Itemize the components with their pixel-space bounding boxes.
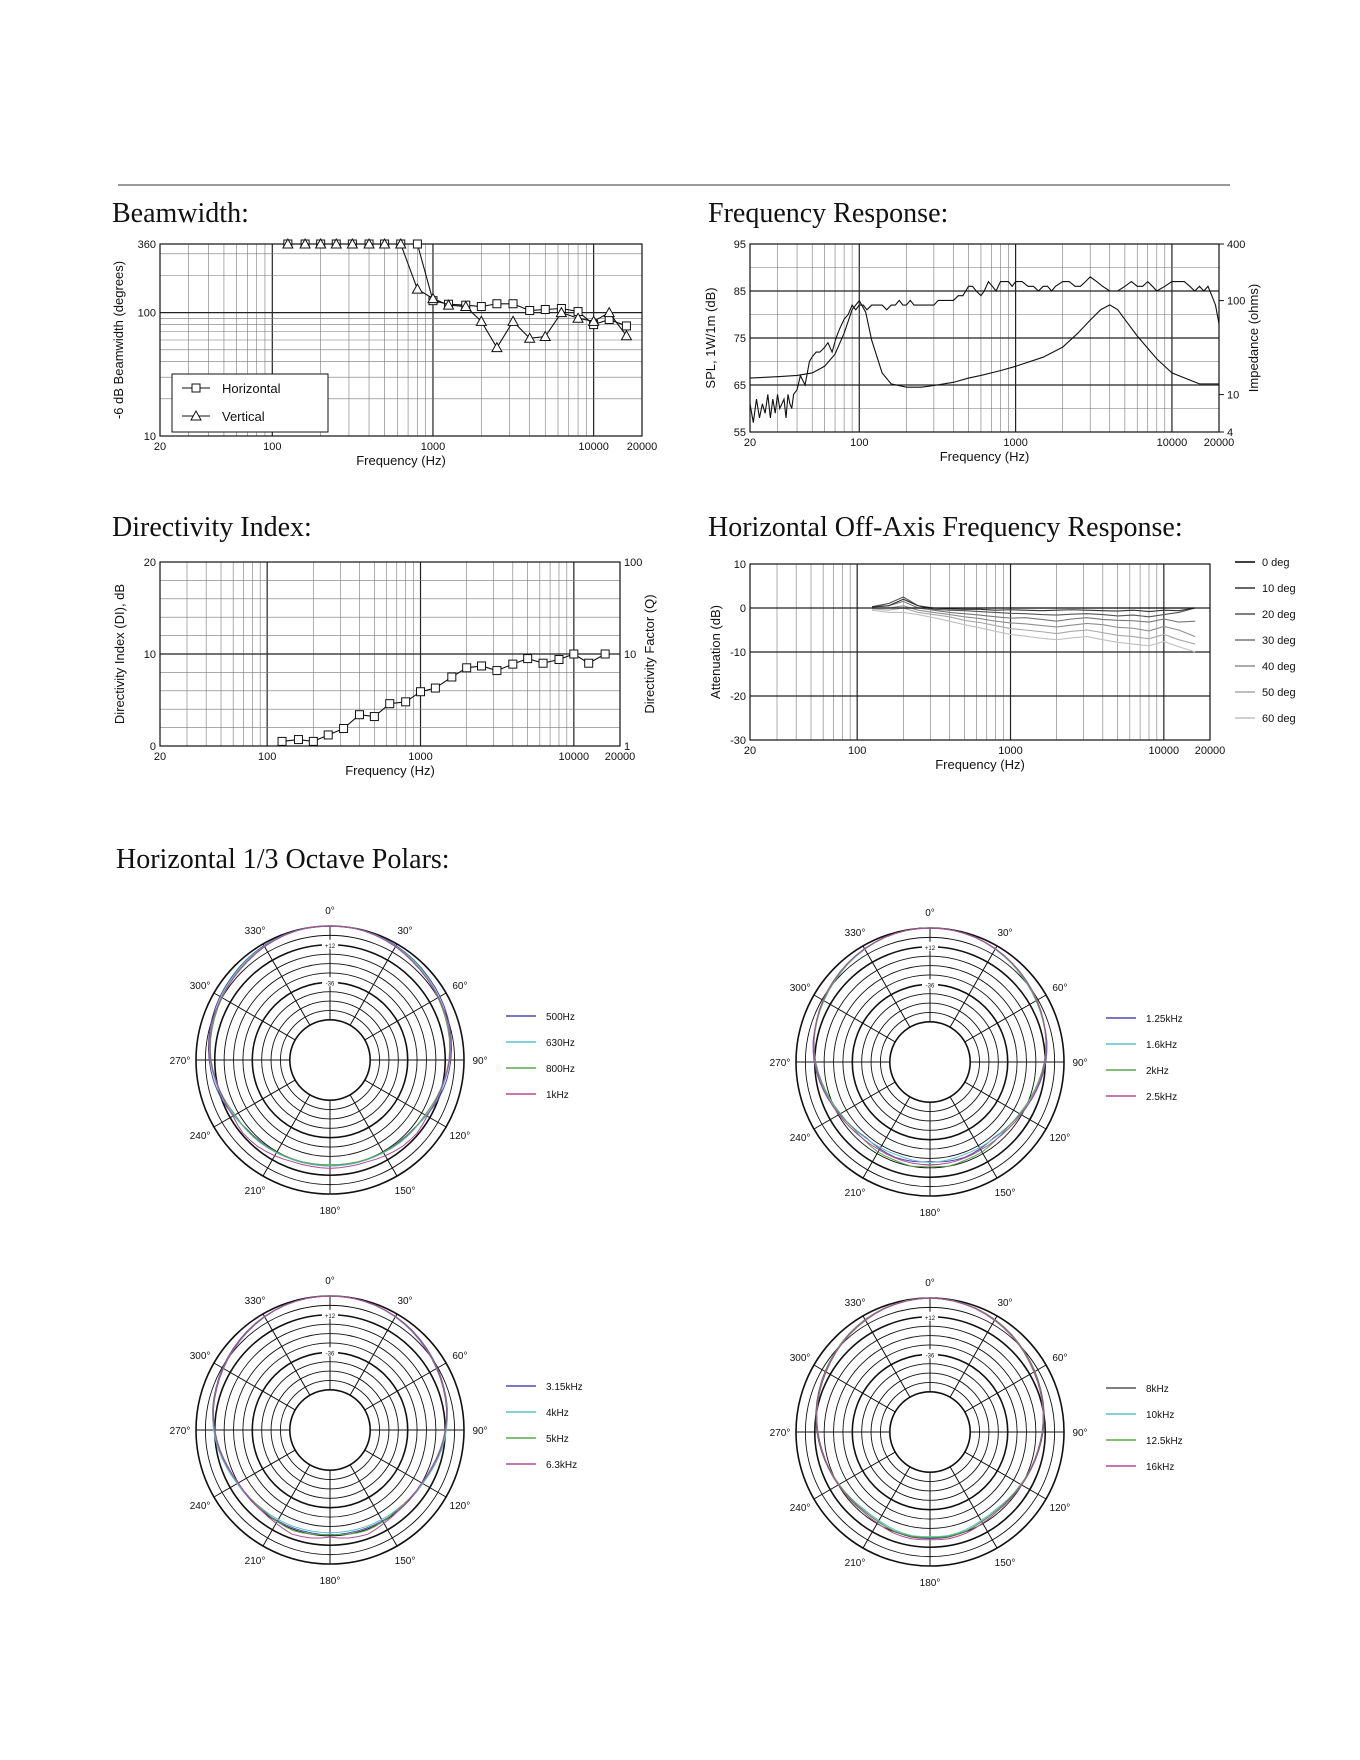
polar-angle-label: 60° [1052, 1353, 1068, 1364]
polar-angle-label: 180° [319, 1206, 341, 1217]
polar-ring-label: +12 [324, 1313, 336, 1320]
polar-legend-label: 12.5kHz [1146, 1436, 1183, 1447]
polar-angle-label: 120° [1049, 1503, 1071, 1514]
square-marker [555, 656, 563, 664]
polar-legend-label: 2.5kHz [1146, 1092, 1178, 1103]
polar-legend-label: 800Hz [546, 1064, 575, 1075]
x-tick-label: 10000 [1148, 745, 1180, 757]
y-tick-label: 20 [143, 557, 156, 569]
x-axis-label: Frequency (Hz) [939, 449, 1030, 464]
polar-angle-label: 180° [919, 1578, 941, 1589]
polar-ring-label: -36 [325, 981, 335, 988]
polar-angle-label: 60° [452, 1351, 468, 1362]
y-tick-label: 95 [733, 239, 746, 251]
beamwidth-title: Beamwidth: [112, 198, 249, 229]
square-marker [541, 306, 549, 314]
square-marker [570, 650, 578, 658]
y-axis-label: SPL, 1W/1m (dB) [703, 287, 718, 389]
legend-label-horizontal: Horizontal [222, 381, 281, 396]
x-tick-label: 20 [153, 751, 167, 763]
y-right-tick-label: 4 [1227, 427, 1234, 439]
x-tick-label: 20000 [626, 441, 658, 453]
square-marker [622, 322, 630, 330]
square-marker [431, 684, 439, 692]
polar-angle-label: 150° [994, 1557, 1016, 1569]
legend-square-marker [192, 384, 200, 392]
square-marker [463, 664, 471, 672]
x-tick-label: 1000 [408, 751, 433, 763]
polar-ring [290, 1390, 370, 1470]
x-tick-label: 100 [263, 441, 282, 453]
square-marker [539, 659, 547, 667]
polar-ring [890, 1392, 970, 1472]
y-right-tick-label: 10 [1227, 389, 1240, 402]
polar-angle-label: 180° [919, 1208, 941, 1219]
polar-ring [290, 1020, 370, 1100]
y-tick-label: 0 [739, 603, 746, 615]
x-tick-label: 100 [257, 751, 277, 763]
polar-angle-label: 210° [844, 1557, 866, 1569]
y-tick-label: -30 [730, 735, 746, 747]
x-axis-label: Frequency (Hz) [356, 453, 446, 468]
polar-angle-label: 180° [319, 1576, 341, 1587]
y-tick-label: 10 [143, 431, 156, 443]
polar-angle-label: 90° [1072, 1058, 1088, 1069]
polar-angle-label: 0° [925, 908, 935, 919]
polar-angle-label: 300° [789, 983, 811, 994]
square-marker [493, 300, 501, 308]
directivity-title: Directivity Index: [112, 512, 312, 543]
y-right-tick-label: 100 [1227, 295, 1246, 308]
square-marker [478, 662, 486, 670]
polar-legend-label: 10kHz [1146, 1410, 1175, 1421]
polar-legend-label: 5kHz [546, 1434, 569, 1445]
polar-angle-label: 330° [844, 928, 866, 940]
polar-angle-label: 0° [325, 1276, 335, 1287]
y-tick-label: 100 [137, 307, 156, 320]
square-marker [417, 688, 425, 696]
polars-chart [0, 880, 1360, 1620]
polar-angle-label: 90° [472, 1426, 488, 1437]
y-right-tick-label: 1 [624, 741, 631, 753]
legend-label-60-deg: 60 deg [1262, 713, 1296, 725]
legend-label-30-deg: 30 deg [1262, 635, 1296, 647]
square-marker [601, 650, 609, 658]
x-tick-label: 20000 [1203, 437, 1235, 449]
square-marker [413, 240, 421, 248]
square-marker [524, 655, 532, 663]
y-right-tick-label: 400 [1227, 239, 1246, 251]
x-axis-label: Frequency (Hz) [345, 763, 435, 778]
square-marker [340, 725, 348, 733]
y-tick-label: 75 [733, 333, 746, 345]
offaxis-chart [680, 490, 1360, 800]
y-axis-label: Directivity Index (DI), dB [112, 583, 127, 725]
polars-title: Horizontal 1/3 Octave Polars: [116, 844, 450, 875]
y-axis-label: -6 dB Beamwidth (degrees) [111, 260, 126, 420]
polar-ring-label: -36 [325, 1351, 335, 1358]
polar-angle-label: 240° [789, 1503, 811, 1514]
legend-label-20-deg: 20 deg [1262, 609, 1296, 621]
polar-angle-label: 60° [452, 981, 468, 992]
square-marker [386, 700, 394, 708]
polar-angle-label: 0° [925, 1278, 935, 1289]
square-marker [402, 698, 410, 706]
polar-angle-label: 330° [844, 1298, 866, 1310]
series-line-impedance [750, 301, 1219, 388]
y-tick-label: 85 [733, 286, 746, 298]
polar-legend-label: 500Hz [546, 1012, 575, 1023]
polar-ring-label: +12 [924, 1315, 936, 1322]
square-marker [509, 300, 517, 308]
polar-ring-label: -36 [925, 983, 935, 990]
x-tick-label: 1000 [420, 441, 446, 453]
triangle-marker [540, 332, 550, 341]
legend-label-10-deg: 10 deg [1262, 583, 1296, 595]
x-tick-label: 100 [847, 745, 867, 757]
square-marker [448, 673, 456, 681]
x-tick-label: 10000 [558, 751, 590, 763]
polar-ring [880, 1012, 979, 1111]
polar-legend-label: 1.6kHz [1146, 1040, 1178, 1051]
polar-angle-label: 210° [244, 1555, 266, 1567]
polar-angle-label: 270° [169, 1056, 191, 1067]
polar-angle-label: 270° [769, 1428, 791, 1439]
square-marker [294, 736, 302, 744]
polar-legend-label: 630Hz [546, 1038, 575, 1049]
directivity-chart [0, 490, 680, 800]
polar-angle-label: 330° [244, 1296, 266, 1308]
x-tick-label: 1000 [1003, 437, 1028, 449]
x-tick-label: 10000 [578, 441, 609, 453]
polar-legend-label: 2kHz [1146, 1066, 1169, 1077]
offaxis-title: Horizontal Off-Axis Frequency Response: [708, 512, 1183, 543]
square-marker [309, 737, 317, 745]
y-right-tick-label: 100 [624, 557, 643, 569]
x-tick-label: 100 [850, 437, 869, 449]
polar-angle-label: 270° [769, 1058, 791, 1069]
polar-ring-label: +12 [324, 943, 336, 950]
frequency-response-title: Frequency Response: [708, 198, 949, 229]
polar-angle-label: 270° [169, 1426, 191, 1437]
square-marker [370, 713, 378, 721]
polar-angle-label: 30° [997, 928, 1013, 940]
y-tick-label: 55 [733, 427, 746, 439]
polar-angle-label: 150° [994, 1187, 1016, 1199]
beamwidth-chart [0, 0, 680, 490]
square-marker [278, 737, 286, 745]
triangle-marker [621, 331, 631, 340]
polar-legend-label: 1.25kHz [1146, 1014, 1183, 1025]
polar-ring [890, 1022, 970, 1102]
x-tick-label: 20000 [1194, 745, 1226, 757]
y-tick-label: 360 [137, 239, 156, 251]
polar-angle-label: 210° [844, 1187, 866, 1199]
x-tick-label: 20 [743, 745, 757, 757]
triangle-marker [492, 343, 502, 352]
polar-angle-label: 0° [325, 906, 335, 917]
y-tick-label: -10 [730, 647, 746, 659]
polar-legend-label: 4kHz [546, 1408, 569, 1419]
polar-angle-label: 30° [997, 1298, 1013, 1310]
polar-ring-label: +12 [924, 945, 936, 952]
polar-angle-label: 150° [394, 1555, 416, 1567]
polar-angle-label: 240° [789, 1133, 811, 1144]
polar-angle-label: 30° [397, 1296, 413, 1308]
square-marker [509, 660, 517, 668]
polar-angle-label: 90° [1072, 1428, 1088, 1439]
legend-label-40-deg: 40 deg [1262, 661, 1296, 673]
square-marker [324, 731, 332, 739]
y-right-axis-label: Impedance (ohms) [1246, 283, 1261, 393]
x-tick-label: 20 [743, 437, 757, 449]
x-tick-label: 20 [153, 441, 167, 453]
series-line-di [282, 654, 605, 741]
polar-angle-label: 120° [449, 1501, 471, 1512]
polar-ring-label: -36 [925, 1353, 935, 1360]
y-tick-label: 10 [143, 649, 156, 661]
y-tick-label: 10 [733, 559, 746, 571]
polar-ring [880, 1382, 979, 1481]
polar-angle-label: 330° [244, 926, 266, 938]
y-right-axis-label: Directivity Factor (Q) [642, 594, 657, 714]
polar-angle-label: 300° [189, 1351, 211, 1362]
x-tick-label: 20000 [604, 751, 636, 763]
polar-legend-label: 1kHz [546, 1090, 569, 1101]
polar-angle-label: 150° [394, 1185, 416, 1197]
polar-angle-label: 90° [472, 1056, 488, 1067]
y-axis-label: Attenuation (dB) [708, 605, 723, 699]
polar-ring [280, 1010, 379, 1109]
y-tick-label: 65 [733, 380, 746, 392]
square-marker [526, 307, 534, 315]
polar-legend-label: 3.15kHz [546, 1382, 583, 1393]
y-tick-label: 0 [149, 741, 156, 753]
series-line-vertical [288, 244, 627, 348]
frequency-response-chart [680, 0, 1360, 490]
legend-label-0-deg: 0 deg [1262, 557, 1290, 569]
polar-angle-label: 60° [1052, 983, 1068, 994]
x-tick-label: 1000 [998, 745, 1023, 757]
polar-angle-label: 300° [789, 1353, 811, 1364]
y-tick-label: -20 [730, 691, 746, 703]
polar-angle-label: 120° [1049, 1133, 1071, 1144]
series-line-10-deg [872, 599, 1195, 611]
polar-legend-label: 8kHz [1146, 1384, 1169, 1395]
polar-legend-label: 6.3kHz [546, 1460, 578, 1471]
polar-angle-label: 210° [244, 1185, 266, 1197]
series-line-50-deg [872, 608, 1195, 644]
polar-angle-label: 240° [189, 1131, 211, 1142]
square-marker [493, 667, 501, 675]
polar-angle-label: 30° [397, 926, 413, 938]
square-marker [477, 303, 485, 311]
polar-angle-label: 240° [189, 1501, 211, 1512]
y-right-tick-label: 10 [624, 649, 637, 661]
x-tick-label: 10000 [1156, 437, 1188, 449]
polar-ring [280, 1380, 379, 1479]
legend-label-vertical: Vertical [222, 409, 265, 424]
polar-angle-label: 300° [189, 981, 211, 992]
triangle-marker [412, 284, 422, 293]
polar-legend-label: 16kHz [1146, 1462, 1175, 1473]
square-marker [355, 711, 363, 719]
x-axis-label: Frequency (Hz) [935, 757, 1025, 772]
legend-label-50-deg: 50 deg [1262, 687, 1296, 699]
polar-angle-label: 120° [449, 1131, 471, 1142]
series-line-20-deg [872, 597, 1195, 617]
square-marker [585, 659, 593, 667]
